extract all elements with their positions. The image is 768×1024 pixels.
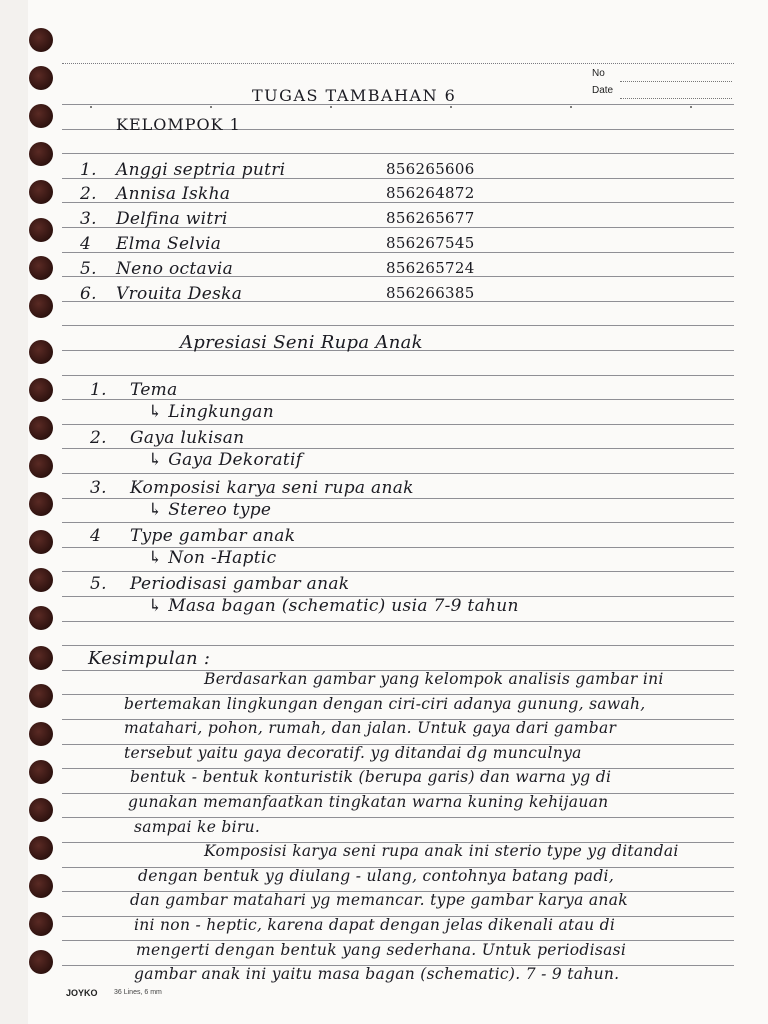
paper-spec: 36 Lines, 6 mm: [114, 989, 162, 996]
ruled-line: [62, 375, 734, 376]
binder-hole: [29, 760, 53, 784]
binder-hole: [29, 104, 53, 128]
item-detail: ↳ Lingkungan: [148, 402, 274, 422]
conclusion-line: ini non - heptic, karena dapat dengan jelas dikenali atau di: [134, 916, 616, 934]
member-student-id: 856265606: [386, 160, 475, 178]
item-number: 1.: [90, 380, 107, 400]
item-detail: ↳ Stereo type: [148, 500, 272, 520]
member-number: 5.: [80, 259, 97, 279]
member-student-id: 856266385: [386, 284, 475, 302]
conclusion-line: mengerti dengan bentuk yang sederhana. Untuk periodisasi: [136, 940, 627, 959]
member-number: 3.: [80, 209, 97, 229]
binder-hole: [29, 294, 53, 318]
margin-dot: [570, 106, 572, 108]
conclusion-line: matahari, pohon, rumah, dan jalan. Untuk gaya dari gambar: [124, 719, 617, 738]
binder-holes: [0, 0, 70, 1024]
member-number: 4: [80, 234, 92, 254]
item-label: Gaya lukisan: [130, 428, 245, 448]
ruled-line: [62, 522, 734, 523]
binder-hole: [29, 416, 53, 440]
group-label: KELOMPOK 1: [116, 115, 241, 134]
date-label: Date: [592, 85, 614, 96]
ruled-line: [62, 645, 734, 646]
member-name: Vrouita Deska: [116, 284, 243, 304]
item-detail: ↳ Gaya Dekoratif: [148, 450, 303, 470]
item-label: Type gambar anak: [130, 526, 296, 546]
brand-logo: JOYKO: [66, 988, 98, 998]
conclusion-line: sampai ke biru.: [134, 817, 261, 836]
conclusion-line: dan gambar matahari yg memancar. type gambar karya anak: [130, 891, 628, 910]
ruled-line: [62, 325, 734, 326]
conclusion-line: bentuk - bentuk konturistik (berupa garis) dan warna yg di: [130, 768, 612, 787]
conclusion-line: dengan bentuk yg diulang - ulang, contohnya batang padi,: [138, 866, 615, 885]
binder-hole: [29, 66, 53, 90]
member-number: 6.: [80, 284, 97, 304]
binder-hole: [29, 142, 53, 166]
section-subtitle: Apresiasi Seni Rupa Anak: [180, 332, 423, 353]
margin-dot: [90, 106, 92, 108]
conclusion-line: bertemakan lingkungan dengan ciri-ciri adanya gunung, sawah,: [124, 694, 646, 713]
conclusion-line: tersebut yaitu gaya decoratif. yg ditandai dg munculnya: [124, 743, 582, 762]
no-label: No: [592, 68, 605, 79]
ruled-line: [62, 571, 734, 572]
item-label: Komposisi karya seni rupa anak: [130, 478, 414, 498]
page-title: TUGAS TAMBAHAN 6: [252, 86, 457, 105]
binder-hole: [29, 912, 53, 936]
item-number: 5.: [90, 574, 107, 594]
binder-hole: [29, 836, 53, 860]
item-detail: ↳ Masa bagan (schematic) usia 7-9 tahun: [148, 596, 519, 616]
member-name: Anggi septria putri: [116, 160, 286, 180]
binder-hole: [29, 722, 53, 746]
item-number: 2.: [90, 428, 107, 448]
binder-hole: [29, 530, 53, 554]
conclusion-line: gunakan memanfaatkan tingkatan warna kuning kehijauan: [128, 793, 609, 811]
member-student-id: 856264872: [386, 184, 475, 202]
margin-dot: [210, 106, 212, 108]
binder-hole: [29, 180, 53, 204]
member-student-id: 856265677: [386, 209, 475, 227]
binder-hole: [29, 874, 53, 898]
binder-hole: [29, 950, 53, 974]
item-label: Periodisasi gambar anak: [130, 574, 350, 594]
member-student-id: 856267545: [386, 234, 475, 252]
member-name: Delfina witri: [116, 209, 228, 229]
item-number: 4: [90, 526, 102, 546]
margin-dot: [330, 106, 332, 108]
no-line: [620, 81, 732, 82]
member-name: Annisa Iskha: [116, 184, 231, 204]
binder-hole: [29, 492, 53, 516]
item-detail: ↳ Non -Haptic: [148, 548, 277, 568]
item-label: Tema: [130, 380, 178, 400]
margin-dot: [690, 106, 692, 108]
binder-hole: [29, 378, 53, 402]
conclusion-line: Berdasarkan gambar yang kelompok analisis gambar ini: [204, 670, 664, 688]
margin-dot: [450, 106, 452, 108]
conclusion-line: Komposisi karya seni rupa anak ini sterio type yg ditandai: [204, 842, 679, 861]
binder-hole: [29, 28, 53, 52]
binder-hole: [29, 684, 53, 708]
member-name: Elma Selvia: [116, 234, 222, 254]
top-rule: [62, 63, 734, 64]
conclusion-heading: Kesimpulan :: [88, 648, 211, 669]
binder-hole: [29, 256, 53, 280]
binder-hole: [29, 798, 53, 822]
member-number: 1.: [80, 160, 97, 180]
date-line: [620, 98, 732, 99]
conclusion-line: gambar anak ini yaitu masa bagan (schematic). 7 - 9 tahun.: [134, 965, 620, 984]
binder-hole: [29, 646, 53, 670]
member-number: 2.: [80, 184, 97, 204]
binder-hole: [29, 568, 53, 592]
ruled-line: [62, 153, 734, 154]
binder-hole: [29, 606, 53, 630]
ruled-line: [62, 473, 734, 474]
member-student-id: 856265724: [386, 259, 475, 277]
binder-hole: [29, 454, 53, 478]
binder-hole: [29, 218, 53, 242]
ruled-line: [62, 424, 734, 425]
item-number: 3.: [90, 478, 107, 498]
ruled-line: [62, 621, 734, 622]
member-name: Neno octavia: [116, 259, 234, 279]
binder-hole: [29, 340, 53, 364]
